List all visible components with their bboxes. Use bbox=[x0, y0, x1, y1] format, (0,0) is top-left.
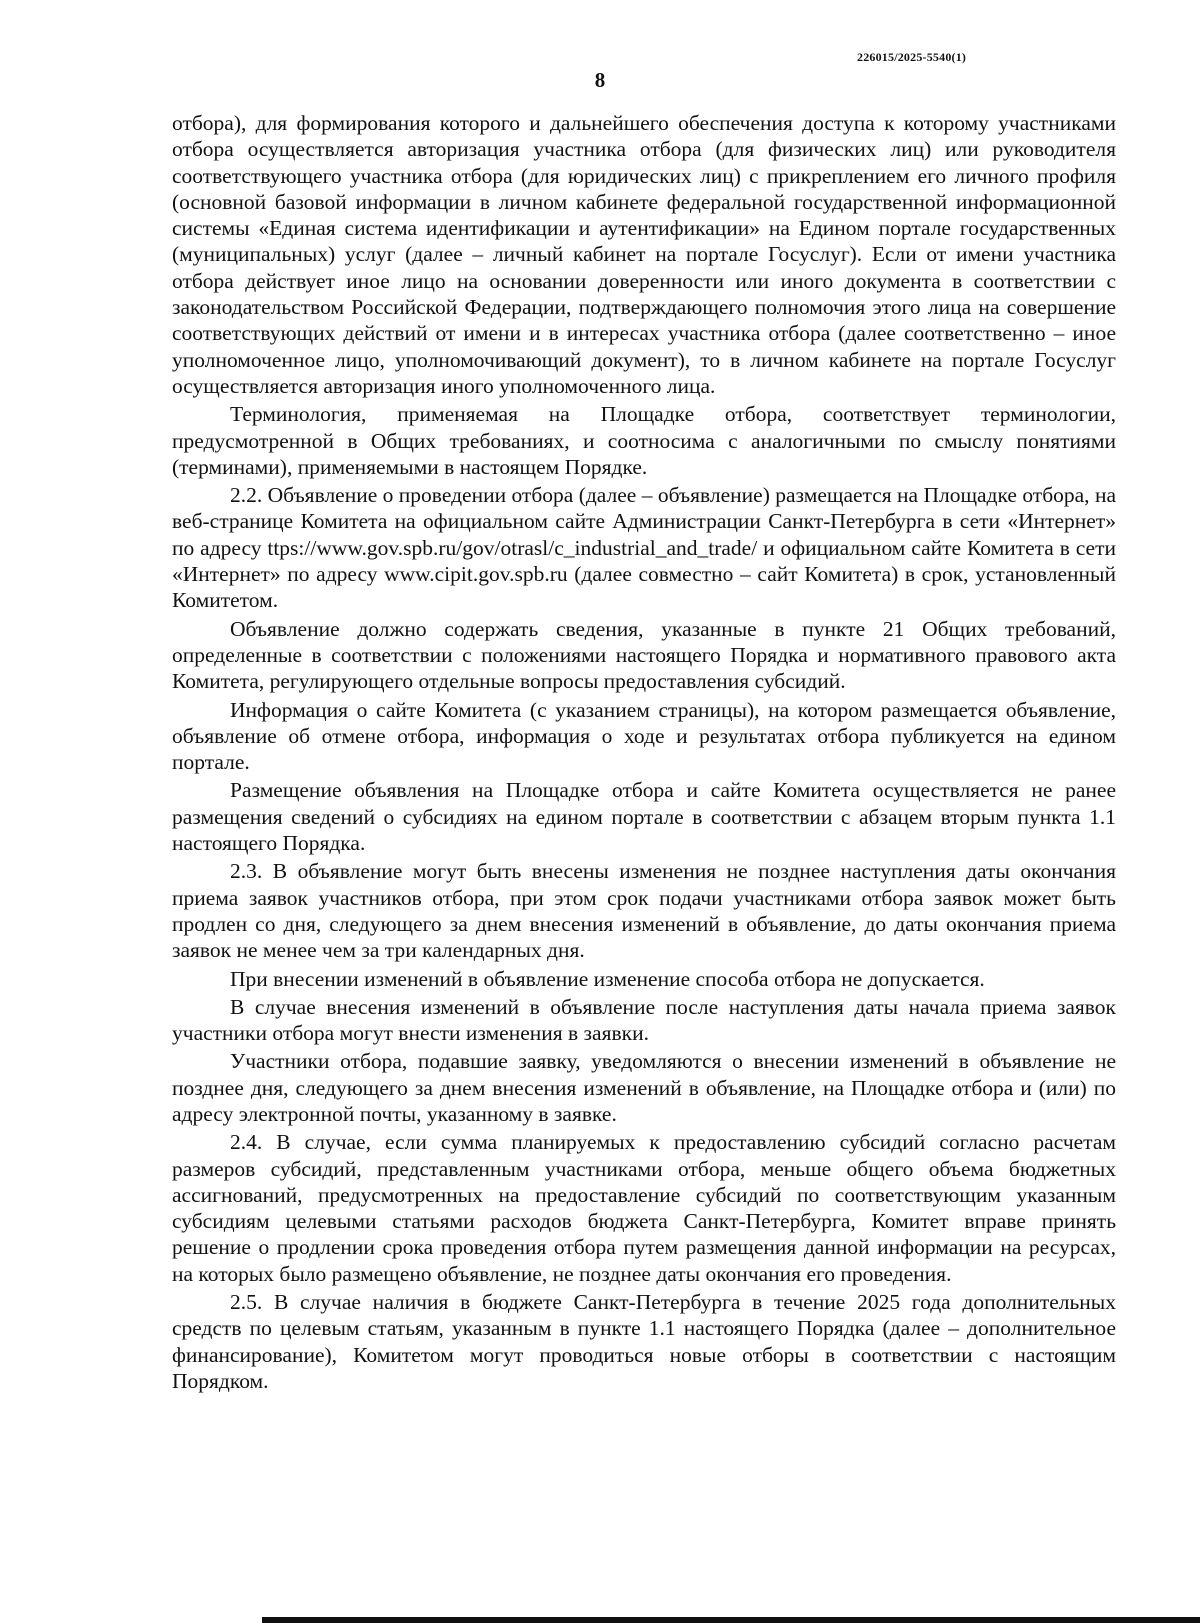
paragraph-2-3-changes: 2.3. В объявление могут быть внесены изменения не позднее наступления даты окончания приема заявок участников отбора, при этом срок подачи участниками отбора заявок может быть продлен со дня, следующего за днем внесения изменений в объявление, до даты окончания приема заявок не менее чем за три календарных дня. bbox=[172, 859, 1116, 963]
paragraph-announcement-contents: Объявление должно содержать сведения, указанные в пункте 21 Общих требований, определенные в соответствии с положениями настоящего Порядка и нормативного правового акта Комитета, регулирующего отдельные вопросы предоставления субсидий. bbox=[172, 616, 1116, 694]
paragraph-site-information: Информация о сайте Комитета (с указанием страницы), на котором размещается объявление, объявление об отмене отбора, информация о ходе и результатах отбора публикуется на едином портале. bbox=[172, 697, 1116, 775]
paragraph-application-changes: В случае внесения изменений в объявление после наступления даты начала приема заявок участники отбора могут внести изменения в заявки. bbox=[172, 994, 1116, 1046]
paragraph-2-4-extension: 2.4. В случае, если сумма планируемых к предоставлению субсидий согласно расчетам размеров субсидий, представленным участниками отбора, меньше общего объема бюджетных ассигнований, предусмотренных на предоставление субсидий по соответствующим указанным субсидиям целевыми статьями расходов бюджета Санкт-Петербурга, Комитет вправе принять решение о продлении срока проведения отбора путем размещения данной информации на ресурсах, на которых было размещено объявление, не позднее даты окончания его проведения. bbox=[172, 1130, 1116, 1286]
paragraph-continuation: отбора), для формирования которого и дальнейшего обеспечения доступа к которому участниками отбора осуществляется авторизация участника отбора (для физических лиц) или руководителя соответствующего участника отбора (для юридических лиц) с прикреплением его личного профиля (основной базовой информации в личном кабинете федеральной государственной информационной системы «Единая система идентификации и аутентификации» на Едином портале государственных (муниципальных) услуг (далее – личный кабинет на портале Госуслуг). Если от имени участника отбора действует иное лицо на основании доверенности или иного документа в соответствии с законодательством Российской Федерации, подтверждающего полномочия этого лица на совершение соответствующих действий от имени и в интересах участника отбора (далее соответственно – иное уполномоченное лицо, уполномочивающий документ), то в личном кабинете на портале Госуслуг осуществляется авторизация иного уполномоченного лица. bbox=[172, 111, 1116, 398]
paragraph-participant-notification: Участники отбора, подавшие заявку, уведомляются о внесении изменений в объявление не позднее дня, следующего за днем внесения изменений в объявление, на Площадке отбора и (или) по адресу электронной почты, указанному в заявке. bbox=[172, 1049, 1116, 1126]
scan-bottom-edge bbox=[262, 1617, 1200, 1623]
page-number: 8 bbox=[594, 68, 606, 92]
paragraph-terminology: Терминология, применяемая на Площадке отбора, соответствует терминологии, предусмотренной в Общих требованиях, и соотносима с аналогичными по смыслу понятиями (терминами), применяемыми в настоящем Порядке. bbox=[172, 402, 1116, 479]
document-body bbox=[172, 110, 1116, 1396]
paragraph-method-change: При внесении изменений в объявление изменение способа отбора не допускается. bbox=[230, 966, 985, 991]
paragraph-announcement-placement: Размещение объявления на Площадке отбора и сайте Комитета осуществляется не ранее размещения сведений о субсидиях на едином портале в соответствии с абзацем вторым пункта 1.1 настоящего Порядка. bbox=[172, 778, 1116, 856]
paragraph-2-2-announcement: 2.2. Объявление о проведении отбора (далее – объявление) размещается на Площадке отбора, на веб-странице Комитета на официальном сайте Администрации Санкт-Петербурга в сети «Интернет» по адресу ttps://www.gov.spb.ru/gov/otrasl/c_industrial_and_trade/ и официальном сайте Комитета в сети «Интернет» по адресу www.cipit.gov.spb.ru (далее совместно – сайт Комитета) в срок, установленный Комитетом. bbox=[172, 483, 1116, 613]
paragraph-2-5-additional-funding: 2.5. В случае наличия в бюджете Санкт-Петербурга в течение 2025 года дополнительных средств по целевым статьям, указанным в пункте 1.1 настоящего Порядка (далее – дополнительное финансирование), Комитетом могут проводиться новые отборы в соответствии с настоящим Порядком. bbox=[172, 1290, 1116, 1393]
document-registration-number: 226015/2025-5540(1) bbox=[857, 50, 967, 64]
